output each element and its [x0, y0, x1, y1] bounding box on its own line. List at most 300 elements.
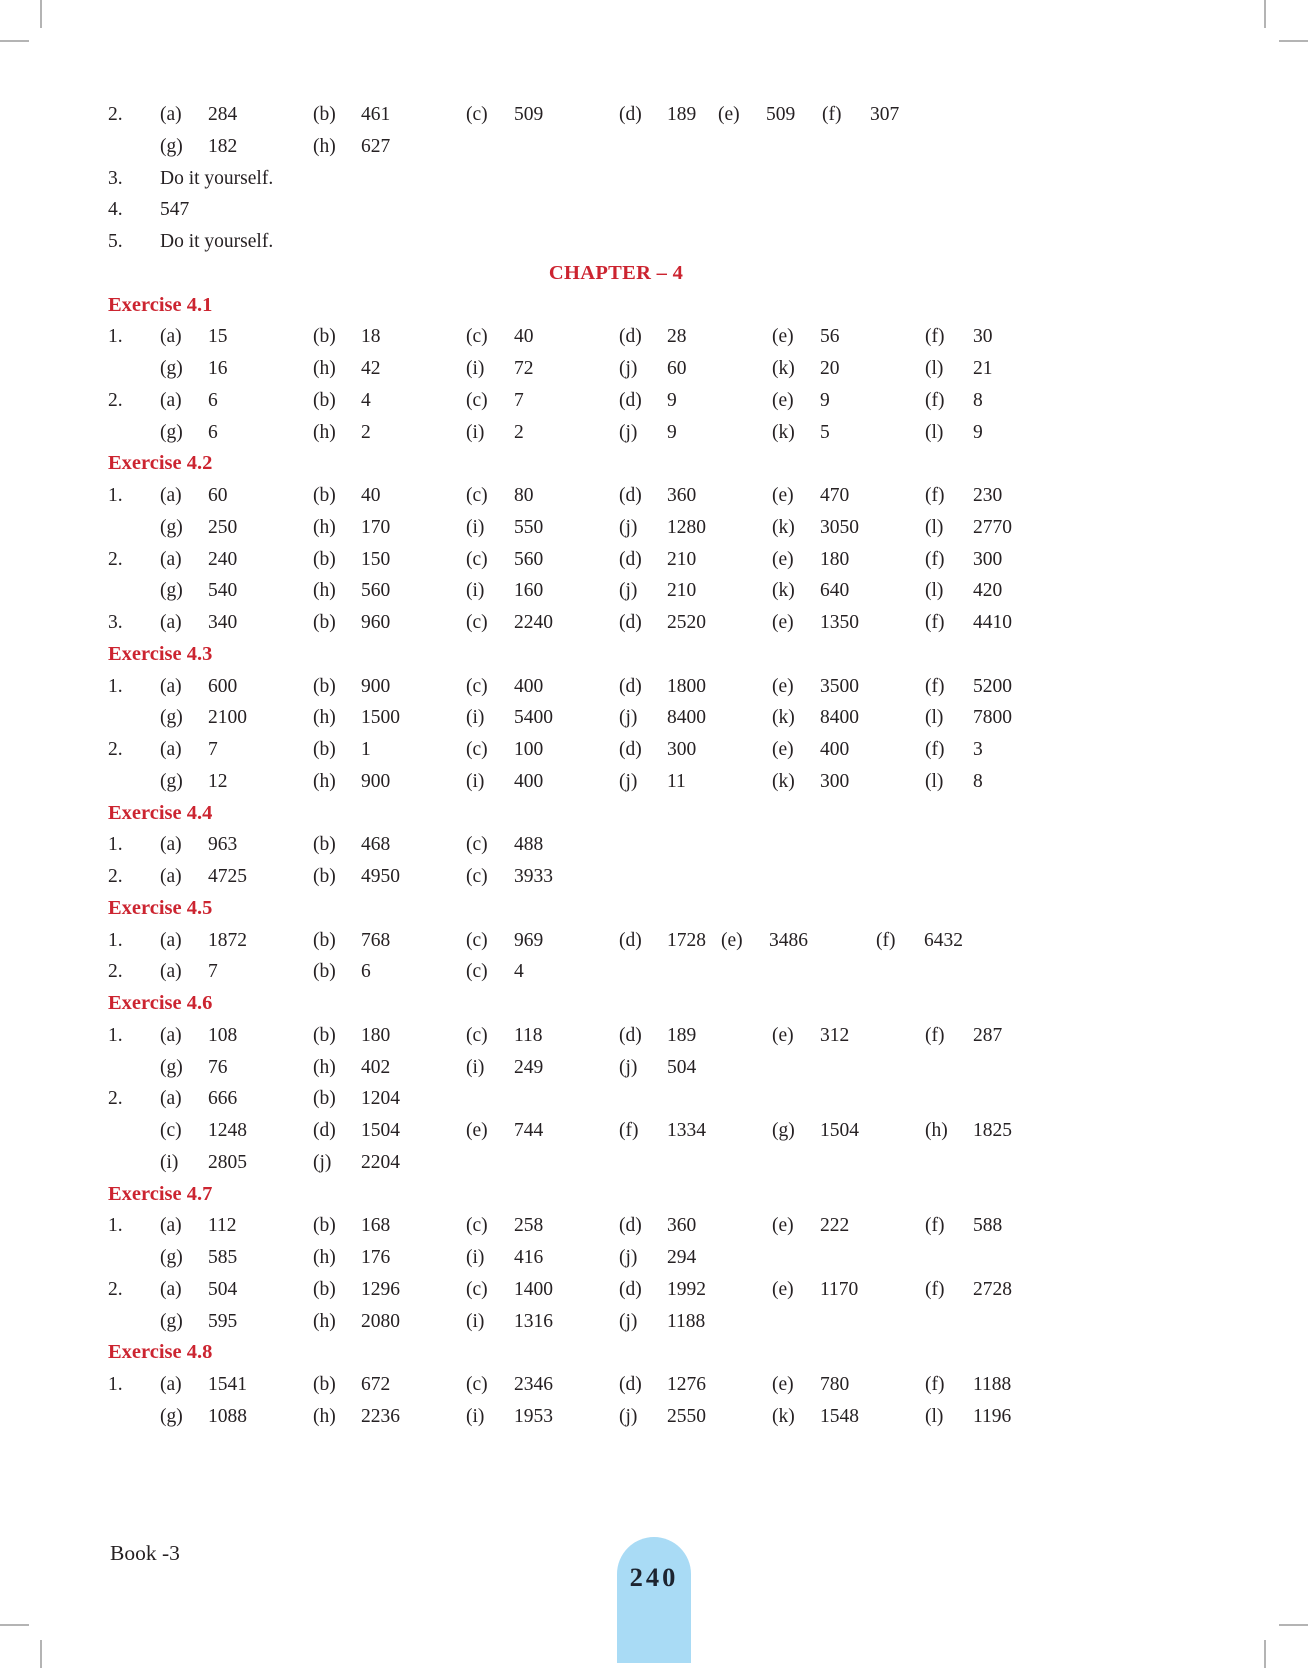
answer-label: (h) [313, 1247, 336, 1268]
answer-value: 509 [514, 104, 544, 125]
answer-value: 7800 [973, 707, 1012, 729]
answer-value: 300 [973, 548, 1003, 570]
answer-label: (d) [619, 548, 642, 570]
answer-label: (g) [160, 1247, 183, 1268]
item-number: 2. [108, 548, 123, 570]
answer-label: (a) [160, 866, 182, 887]
answer-value: 7 [208, 739, 218, 760]
answer-value: 2204 [361, 1151, 400, 1173]
answer-value: 340 [208, 612, 238, 633]
answer-value: 20 [820, 358, 840, 379]
answer-row [108, 925, 1124, 957]
answer-label: (b) [313, 1374, 336, 1395]
answer-value: 4 [361, 389, 371, 411]
answer-value: 100 [514, 739, 544, 760]
crop-mark-top-right-vertical [1264, 0, 1266, 28]
answer-label: (a) [160, 961, 182, 983]
answer-row [108, 544, 1124, 576]
answer-label: (a) [160, 1215, 182, 1237]
answer-label: (c) [466, 1024, 488, 1046]
answer-label: (i) [466, 707, 485, 729]
answer-value: 108 [208, 1024, 238, 1046]
answer-label: (i) [466, 421, 485, 443]
book-label: Book -3 [110, 1541, 180, 1565]
item-number [108, 1242, 160, 1274]
answer-value: 744 [514, 1120, 544, 1141]
answer-label: (g) [160, 580, 183, 602]
answer-label: (e) [772, 1024, 794, 1046]
answer-label: (f) [925, 1374, 945, 1395]
item-number: 2. [108, 739, 123, 760]
answer-label: (c) [466, 929, 488, 951]
answer-value: 56 [820, 326, 840, 348]
answer-value: 18 [361, 326, 381, 348]
crop-mark-bottom-left-vertical [40, 1640, 42, 1668]
item-number: 1. [108, 929, 123, 951]
answer-value: 210 [667, 548, 697, 570]
answer-label: (c) [466, 612, 488, 633]
answer-label: (l) [925, 580, 944, 602]
answer-value: 2240 [514, 612, 553, 633]
answer-row [108, 512, 1124, 544]
answer-value: 468 [361, 834, 391, 856]
answer-label: (c) [466, 675, 488, 697]
answer-label: (f) [925, 1215, 945, 1237]
answer-label: (h) [313, 707, 336, 729]
item-text: Do it yourself. [160, 231, 274, 252]
item-number: 3. [108, 612, 123, 633]
item-number [108, 1401, 160, 1433]
answer-value: 6 [208, 389, 218, 411]
answer-label: (l) [925, 516, 944, 538]
answer-value: 9 [667, 421, 677, 443]
answer-label: (k) [772, 516, 795, 538]
answer-value: 488 [514, 834, 544, 856]
answer-row [108, 1242, 1124, 1274]
answer-value: 400 [514, 675, 544, 697]
answer-value: 360 [667, 1215, 697, 1237]
answer-value: 5 [820, 421, 830, 443]
answer-value: 1504 [820, 1120, 859, 1141]
answer-label: (a) [160, 675, 182, 697]
answer-label: (f) [925, 485, 945, 506]
item-number [108, 702, 160, 734]
answer-value: 3486 [769, 929, 808, 951]
item-number: 2. [108, 1278, 123, 1300]
answer-label: (g) [160, 516, 183, 538]
answer-value: 4950 [361, 866, 400, 887]
answer-label: (h) [313, 580, 336, 602]
answer-label: (b) [313, 612, 336, 633]
answer-value: 60 [208, 485, 228, 506]
answer-value: 180 [820, 548, 850, 570]
answer-value: 72 [514, 358, 534, 379]
answer-value: 461 [361, 104, 391, 125]
answer-value: 2346 [514, 1374, 553, 1395]
answer-value: 1248 [208, 1120, 247, 1141]
page-number-badge [617, 1537, 691, 1663]
answer-row [108, 1210, 1124, 1242]
answer-label: (h) [925, 1120, 948, 1141]
answer-label: (k) [772, 770, 795, 792]
answer-label: (c) [466, 866, 488, 887]
answer-row [108, 480, 1124, 512]
answer-value: 180 [361, 1024, 391, 1046]
item-number [108, 353, 160, 385]
item-number: 3. [108, 167, 123, 189]
crop-mark-bottom-left-horizontal [0, 1624, 29, 1626]
answer-label: (b) [313, 675, 336, 697]
answer-label: (h) [313, 1056, 336, 1078]
answer-label: (i) [466, 1247, 485, 1268]
answer-value: 1728 [667, 929, 706, 951]
answer-label: (b) [313, 929, 336, 951]
answer-label: (e) [772, 485, 794, 506]
answer-label: (g) [160, 1056, 183, 1078]
answer-value: 150 [361, 548, 391, 570]
answer-value: 509 [766, 104, 796, 125]
answer-value: 42 [361, 358, 381, 379]
answer-value: 1953 [514, 1405, 553, 1427]
answer-label: (f) [876, 929, 896, 951]
answer-row [108, 956, 1124, 988]
answer-value: 963 [208, 834, 238, 856]
answer-label: (h) [313, 1405, 336, 1427]
item-number [108, 131, 160, 163]
answer-label: (c) [466, 961, 488, 983]
answer-value: 15 [208, 326, 228, 348]
answer-label: (b) [313, 485, 336, 506]
answer-label: (d) [619, 612, 642, 633]
answer-value: 287 [973, 1024, 1003, 1046]
answer-value: 300 [667, 739, 697, 760]
answer-label: (f) [925, 548, 945, 570]
answer-label: (a) [160, 834, 182, 856]
answer-row [108, 734, 1124, 766]
exercise-title: Exercise 4.8 [108, 1341, 213, 1364]
answer-label: (k) [772, 580, 795, 602]
item-number [108, 1115, 160, 1147]
answer-value: 3050 [820, 516, 859, 538]
item-number: 1. [108, 1374, 123, 1395]
answer-value: 504 [208, 1278, 238, 1300]
answer-value: 11 [667, 770, 686, 792]
answer-label: (c) [466, 834, 488, 856]
answer-value: 230 [973, 485, 1003, 506]
answer-value: 7 [514, 389, 524, 411]
answer-value: 8 [973, 389, 983, 411]
answer-label: (l) [925, 707, 944, 729]
answer-label: (g) [160, 1310, 183, 1332]
item-text: 547 [160, 199, 190, 221]
answer-value: 900 [361, 770, 391, 792]
answer-label: (f) [619, 1120, 639, 1141]
exercise-title: Exercise 4.7 [108, 1182, 213, 1205]
answer-value: 28 [667, 326, 687, 348]
answer-value: 170 [361, 516, 391, 538]
answer-value: 550 [514, 516, 544, 538]
answer-label: (j) [619, 358, 638, 379]
item-number: 1. [108, 1024, 123, 1046]
exercise-title: Exercise 4.3 [108, 642, 213, 665]
answer-label: (f) [925, 612, 945, 633]
answer-value: 284 [208, 104, 238, 125]
answer-label: (g) [160, 707, 183, 729]
answer-value: 16 [208, 358, 228, 379]
answer-label: (b) [313, 548, 336, 570]
answer-row [108, 1083, 1124, 1115]
answer-value: 189 [667, 1024, 697, 1046]
answer-value: 21 [973, 358, 993, 379]
answer-value: 300 [820, 770, 850, 792]
answer-label: (d) [619, 1374, 642, 1395]
answer-label: (f) [925, 1278, 945, 1300]
item-number [108, 575, 160, 607]
answer-label: (l) [925, 421, 944, 443]
answer-row [108, 1052, 1124, 1084]
answer-value: 30 [973, 326, 993, 348]
answer-label: (l) [925, 770, 944, 792]
answer-value: 1280 [667, 516, 706, 538]
answer-value: 176 [361, 1247, 391, 1268]
answer-label: (b) [313, 389, 336, 411]
answer-label: (g) [160, 358, 183, 379]
item-number [108, 417, 160, 449]
answer-label: (b) [313, 739, 336, 760]
answer-label: (b) [313, 961, 336, 983]
answer-value: 76 [208, 1056, 228, 1078]
answer-value: 9 [667, 389, 677, 411]
answer-value: 504 [667, 1056, 697, 1078]
answer-row [108, 353, 1124, 385]
answer-label: (a) [160, 612, 182, 633]
answer-value: 2550 [667, 1405, 706, 1427]
answer-label: (g) [160, 1405, 183, 1427]
item-number: 2. [108, 104, 123, 125]
exercise-title: Exercise 4.6 [108, 992, 213, 1014]
answer-row [108, 194, 1124, 226]
answer-label: (d) [619, 1024, 642, 1046]
answer-label: (g) [772, 1120, 795, 1141]
answer-row [108, 226, 1124, 258]
answer-label: (i) [160, 1151, 179, 1173]
answer-value: 9 [973, 421, 983, 443]
answer-label: (e) [772, 389, 794, 411]
answer-value: 420 [973, 580, 1003, 602]
answer-row [108, 1020, 1124, 1052]
answer-row [108, 702, 1124, 734]
answer-value: 4410 [973, 612, 1012, 633]
answer-value: 1500 [361, 707, 400, 729]
answer-row [108, 1274, 1124, 1306]
crop-mark-top-right-horizontal [1279, 40, 1308, 42]
answer-label: (c) [466, 1374, 488, 1395]
answer-label: (d) [619, 389, 642, 411]
answer-label: (c) [466, 485, 488, 506]
answer-value: 118 [514, 1024, 543, 1046]
item-number: 1. [108, 834, 123, 856]
answer-label: (d) [619, 485, 642, 506]
answer-label: (f) [925, 326, 945, 348]
answer-label: (k) [772, 421, 795, 443]
answer-label: (i) [466, 358, 485, 379]
answer-value: 6432 [924, 929, 963, 951]
answer-value: 2 [514, 421, 524, 443]
answer-value: 768 [361, 929, 391, 951]
answer-label: (j) [619, 580, 638, 602]
answer-value: 1170 [820, 1278, 859, 1300]
item-number: 1. [108, 1215, 123, 1237]
answer-label: (a) [160, 104, 182, 125]
exercise-title: Exercise 4.2 [108, 452, 213, 475]
answer-label: (k) [772, 707, 795, 729]
answer-value: 595 [208, 1310, 238, 1332]
answer-row [108, 829, 1124, 861]
crop-mark-top-left-horizontal [0, 40, 29, 42]
answer-row [108, 607, 1124, 639]
answer-label: (j) [619, 1247, 638, 1268]
answer-value: 640 [820, 580, 850, 602]
answer-value: 2100 [208, 707, 247, 729]
answer-row [108, 385, 1124, 417]
answer-value: 1541 [208, 1374, 247, 1395]
answer-label: (e) [772, 675, 794, 697]
answer-value: 5200 [973, 675, 1012, 697]
answer-label: (d) [619, 104, 642, 125]
answer-label: (d) [619, 326, 642, 348]
answer-label: (c) [466, 548, 488, 570]
answer-value: 2236 [361, 1405, 400, 1427]
crop-mark-bottom-right-vertical [1264, 1640, 1266, 1668]
answer-label: (d) [619, 1278, 642, 1300]
answer-value: 3500 [820, 675, 859, 697]
answer-label: (b) [313, 834, 336, 856]
answer-value: 666 [208, 1088, 238, 1110]
answer-label: (j) [619, 516, 638, 538]
item-number [108, 1306, 160, 1338]
answer-value: 560 [514, 548, 544, 570]
answer-label: (e) [772, 1374, 794, 1395]
answer-label: (d) [313, 1120, 336, 1141]
answer-value: 1504 [361, 1120, 400, 1141]
answer-label: (b) [313, 866, 336, 887]
item-number: 2. [108, 1088, 123, 1110]
item-number [108, 1147, 160, 1179]
answer-label: (h) [313, 516, 336, 538]
answer-value: 1276 [667, 1374, 706, 1395]
answers-area [108, 99, 1124, 1433]
answer-label: (a) [160, 1374, 182, 1395]
answer-value: 2728 [973, 1278, 1012, 1300]
item-number: 1. [108, 326, 123, 348]
answer-label: (a) [160, 548, 182, 570]
answer-value: 3 [973, 739, 983, 760]
answer-label: (a) [160, 389, 182, 411]
answer-label: (b) [313, 104, 336, 125]
answer-value: 8 [973, 770, 983, 792]
answer-label: (h) [313, 421, 336, 443]
answer-label: (f) [925, 389, 945, 411]
answer-value: 1334 [667, 1120, 706, 1141]
answer-label: (l) [925, 1405, 944, 1427]
answer-value: 960 [361, 612, 391, 633]
answer-value: 1188 [973, 1374, 1012, 1395]
answer-value: 249 [514, 1056, 544, 1078]
answer-value: 1316 [514, 1310, 553, 1332]
answer-value: 2770 [973, 516, 1012, 538]
answer-value: 1204 [361, 1088, 400, 1110]
item-number: 2. [108, 389, 123, 411]
answer-value: 416 [514, 1247, 544, 1268]
answer-label: (g) [160, 770, 183, 792]
answer-row [108, 1115, 1124, 1147]
answer-label: (b) [313, 1024, 336, 1046]
answer-value: 969 [514, 929, 544, 951]
answer-value: 1825 [973, 1120, 1012, 1141]
answer-value: 1296 [361, 1278, 400, 1300]
answer-value: 1800 [667, 675, 706, 697]
crop-mark-bottom-right-horizontal [1279, 1624, 1308, 1626]
answer-label: (f) [925, 675, 945, 697]
answer-label: (i) [466, 1056, 485, 1078]
answer-label: (i) [466, 516, 485, 538]
answer-label: (e) [772, 739, 794, 760]
answer-value: 360 [667, 485, 697, 506]
answer-value: 585 [208, 1247, 238, 1268]
answer-value: 1548 [820, 1405, 859, 1427]
answer-label: (e) [466, 1120, 488, 1141]
answer-label: (h) [313, 770, 336, 792]
item-number [108, 1052, 160, 1084]
answer-label: (c) [160, 1120, 182, 1141]
answer-value: 8400 [820, 707, 859, 729]
answer-value: 250 [208, 516, 238, 538]
answer-row [108, 671, 1124, 703]
answer-value: 400 [820, 739, 850, 760]
answer-label: (c) [466, 326, 488, 348]
answer-value: 12 [208, 770, 228, 792]
answer-value: 189 [667, 104, 697, 125]
answer-value: 400 [514, 770, 544, 792]
answer-value: 1400 [514, 1278, 553, 1300]
page-number: 240 [629, 1562, 679, 1592]
answer-value: 160 [514, 580, 544, 602]
answer-label: (c) [466, 1215, 488, 1237]
answer-row [108, 99, 1124, 131]
answer-value: 627 [361, 135, 391, 157]
answer-value: 672 [361, 1374, 391, 1395]
answer-row [108, 766, 1124, 798]
answer-label: (c) [466, 104, 488, 125]
answer-row [108, 321, 1124, 353]
answer-value: 4 [514, 961, 524, 983]
chapter-heading: CHAPTER – 4 [548, 261, 684, 284]
answer-label: (j) [619, 1310, 638, 1332]
answer-label: (k) [772, 1405, 795, 1427]
answer-value: 222 [820, 1215, 850, 1237]
answer-value: 312 [820, 1024, 850, 1046]
crop-mark-top-left-vertical [40, 0, 42, 28]
item-number: 1. [108, 675, 123, 697]
exercise-title: Exercise 4.4 [108, 801, 213, 824]
answer-value: 2080 [361, 1310, 400, 1332]
answer-value: 6 [361, 961, 371, 983]
answer-label: (b) [313, 1215, 336, 1237]
answer-label: (f) [822, 104, 842, 125]
answer-label: (a) [160, 1088, 182, 1110]
answer-label: (f) [925, 739, 945, 760]
answer-value: 780 [820, 1374, 850, 1395]
